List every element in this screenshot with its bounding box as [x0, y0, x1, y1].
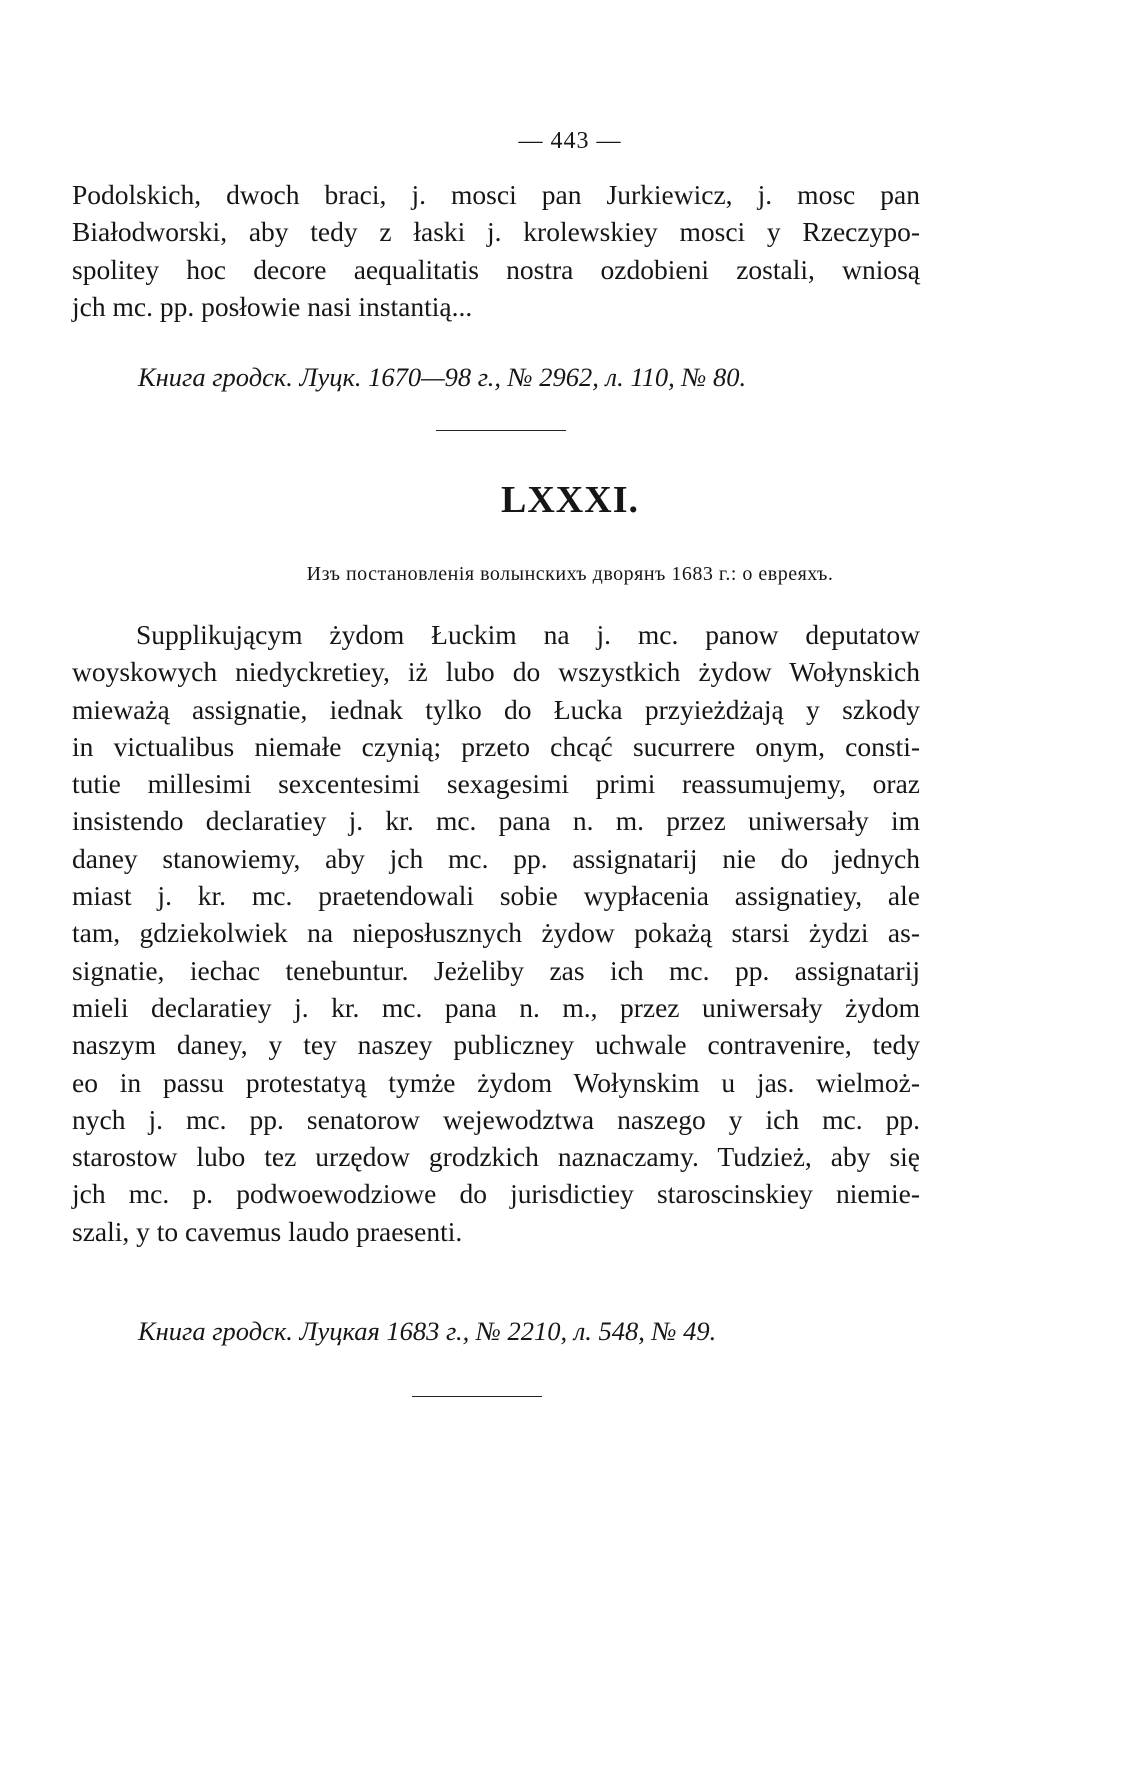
section-divider — [436, 430, 566, 431]
text-line: naszym daney, y tey naszey publiczney uchwale contravenire, tedy — [72, 1029, 920, 1061]
text-line: mieważą assignatie, iednak tylko do Łucka przyieżdżają y szkody — [72, 693, 920, 725]
main-paragraph — [72, 616, 920, 1250]
text-line: eo in passu protestatyą tymże żydom Wołynskim u jas. wielmoż- — [72, 1066, 920, 1098]
text-line: Podolskich, dwoch braci, j. mosci pan Jurkiewicz, j. mosc pan — [72, 179, 920, 210]
text-line: jch mc. pp. posłowie nasi instantią... — [72, 290, 473, 322]
end-divider — [412, 1396, 542, 1397]
text-line: szali, y to cavemus laudo praesenti. — [72, 1215, 463, 1247]
text-line: nych j. mc. pp. senatorow wejewodztwa naszego y ich mc. pp. — [72, 1103, 920, 1135]
text-line: tutie millesimi sexcentesimi sexagesimi primi reassumujemy, oraz — [72, 768, 920, 800]
archival-citation: Книга гродск. Луцкая 1683 г., № 2210, л. 548, № 49. — [138, 1316, 717, 1346]
text-line: Białodworski, aby tedy z łaski j. krolewskiey mosci y Rzeczypo- — [72, 216, 920, 248]
text-line: signatie, iechac tenebuntur. Jeżeliby zas ich mc. pp. assignatarij — [72, 954, 920, 986]
section-subheading: Изъ постановленія волынскихъ дворянъ 1683 г.: о евреяхъ. — [306, 563, 834, 585]
text-line: jch mc. p. podwoewodziowe do jurisdictiey staroscinskiey niemie- — [72, 1178, 920, 1210]
text-line: mieli declaratiey j. kr. mc. pana n. m., przez uniwersały żydom — [72, 991, 920, 1023]
text-line: tam, gdziekolwiek na nieposłusznych żydow pokażą starsi żydzi as- — [72, 917, 920, 949]
text-line: woyskowych niedyckretiey, iż lubo do wszystkich żydow Wołynskich — [72, 656, 920, 688]
archival-citation: Книга гродск. Луцк. 1670—98 г., № 2962, л. 110, № 80. — [138, 362, 747, 392]
section-heading: LXXXI. — [501, 479, 639, 521]
page-number: — 443 — — [518, 128, 622, 154]
text-line: in victualibus niemałe czynią; przeto chcąć sucurrere onym, consti- — [72, 730, 920, 762]
text-line: daney stanowiemy, aby jch mc. pp. assignatarij nie do jednych — [72, 842, 920, 874]
text-line: Supplikującym żydom Łuckim na j. mc. panow deputatow — [136, 619, 920, 650]
text-line: insistendo declaratiey j. kr. mc. pana n. m. przez uniwersały im — [72, 805, 920, 837]
text-line: starostow lubo tez urzędow grodzkich naznaczamy. Tudzież, aby się — [72, 1141, 920, 1173]
text-line: miast j. kr. mc. praetendowali sobie wypłacenia assignatiey, ale — [72, 880, 920, 912]
top-paragraph — [72, 176, 920, 325]
text-line: spolitey hoc decore aequalitatis nostra ozdobieni zostali, wniosą — [72, 253, 920, 285]
